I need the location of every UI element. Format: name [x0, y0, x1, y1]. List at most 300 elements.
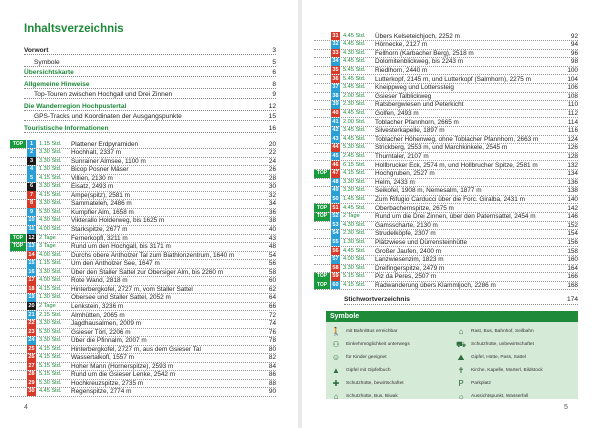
- tour-name: Gamsscharte, 2130 m: [375, 221, 438, 229]
- tour-duration: 1.15 Std.: [39, 260, 62, 267]
- top-tour-badge: [314, 32, 330, 40]
- top-tour-badge: [314, 127, 330, 135]
- top-tour-badge: [10, 208, 26, 216]
- tour-page: 156: [567, 238, 578, 246]
- tour-name: Um den Antholzer See, 1647 m: [71, 260, 160, 268]
- toc-section-page: 16: [268, 125, 276, 132]
- symbol-label: Schutzhütte, unbewirtschaftet: [471, 342, 534, 347]
- viewpoint-icon: ☼: [457, 392, 465, 401]
- top-tour-badge: [10, 226, 26, 234]
- tour-duration: 4.15 Std.: [39, 191, 62, 198]
- page-number-left: 4: [24, 404, 28, 411]
- tour-page: 82: [268, 354, 276, 362]
- top-tour-badge: [10, 388, 26, 396]
- index-entry[interactable]: [344, 296, 578, 305]
- symbol-entry: [455, 351, 574, 364]
- symbol-entry: [330, 364, 449, 377]
- tour-number: 10: [28, 217, 35, 224]
- tour-number: 17: [28, 277, 35, 284]
- symbol-entry: [455, 377, 574, 390]
- tour-duration: 2.45 Std.: [343, 152, 366, 159]
- toc-section-label: Allgemeine Hinweise: [24, 81, 90, 88]
- top-tour-badge: [314, 264, 330, 272]
- tour-page: 96: [570, 49, 578, 57]
- top-tour-badge: [314, 109, 330, 117]
- tour-page: 100: [567, 66, 578, 74]
- tour-number: 41: [332, 118, 339, 125]
- tour-duration: 2 Tage: [39, 302, 56, 309]
- tour-number: 44: [332, 144, 339, 151]
- toc-section[interactable]: [24, 90, 276, 99]
- top-tour-badge: [10, 191, 26, 199]
- top-tour-badge: [10, 285, 26, 293]
- tour-number: 5: [27, 174, 36, 182]
- top-tour-badge: [314, 238, 330, 246]
- toc-section-page: 5: [272, 59, 276, 66]
- top-tour-badge: [10, 337, 26, 345]
- tour-page: 152: [567, 221, 578, 229]
- tour-page: 36: [268, 208, 276, 216]
- tour-name: Starkspitze, 2677 m: [71, 226, 128, 233]
- tour-number: 58: [332, 264, 339, 271]
- tour-number: 50: [332, 195, 339, 202]
- toc-section-page: 12: [268, 103, 276, 110]
- tour-name: Regenspitze, 2774 m: [71, 388, 132, 396]
- symbol-label: Aussichtspunkt, Wasserfall: [471, 394, 529, 399]
- tour-page: 88: [268, 379, 276, 387]
- toc-section-page: 15: [268, 113, 276, 120]
- top-tour-badge: [10, 362, 26, 370]
- toc-section[interactable]: [24, 102, 276, 111]
- top-tour-badge: [10, 174, 26, 182]
- tour-duration: 4.45 Std.: [39, 388, 62, 395]
- toc-section-page: 8: [272, 81, 276, 88]
- tour-duration: 2 Tage: [343, 213, 360, 220]
- tour-duration: 4.45 Std.: [343, 204, 366, 211]
- top-tour-badge: [10, 320, 26, 328]
- tour-duration: 4.15 Std.: [39, 285, 62, 292]
- symbol-label: Schutzhütte, Bus, Biwak: [346, 394, 398, 399]
- tour-duration: 5.30 Std.: [343, 144, 366, 151]
- tour-number: 38: [332, 92, 339, 99]
- tour-name: Zum Rifugio Carducci über die Forc. Giralba, 2431 m: [375, 195, 525, 203]
- tour-name: Golfen, 2493 m: [375, 109, 419, 117]
- tour-name: Hinterbergkofel, 2727 m, vom Staller Sattel: [71, 285, 193, 293]
- tour-number: 28: [28, 371, 35, 378]
- tour-name: Strickberg, 2553 m, und Marchkinkele, 2545 m: [375, 144, 508, 152]
- tour-number: 45: [332, 152, 339, 159]
- tour-duration: 4.15 Std.: [343, 281, 366, 288]
- tour-name: Durchs obere Antholzer Tal zum Biathlonzentrum, 1640 m: [71, 251, 235, 259]
- tour-page: 128: [567, 152, 578, 160]
- tour-number: 60: [332, 281, 339, 288]
- symbol-label: für Kinder geeignet: [346, 355, 387, 360]
- tour-name: Obersee und Staller Sattel, 2052 m: [71, 294, 171, 302]
- tour-number: 59: [332, 273, 339, 280]
- tour-page: 40: [268, 226, 276, 233]
- tour-page: 90: [268, 388, 276, 396]
- tour-page: 126: [567, 144, 578, 152]
- tour-name: Hörnecke, 2127 m: [375, 41, 428, 49]
- page-number-right: 5: [564, 404, 568, 411]
- top-tour-badge: [314, 84, 330, 92]
- tour-number: 42: [332, 127, 339, 134]
- tour-duration: 2.15 Std.: [39, 311, 62, 318]
- tour-page: 132: [567, 161, 578, 169]
- tour-page: 146: [567, 213, 578, 221]
- tour-number: 40: [332, 109, 339, 116]
- tour-number: 3: [27, 157, 36, 165]
- tour-duration: 4.45 Std.: [343, 32, 366, 39]
- toc-section[interactable]: [24, 46, 276, 55]
- symbols-title: Symbole: [326, 311, 578, 322]
- tour-name: Dreifingerspitze, 2479 m: [375, 264, 445, 272]
- family-icon: ⚇: [332, 340, 340, 349]
- tour-name: Radwanderung übers Klammljoch, 2286 m: [375, 281, 496, 289]
- tour-page: 26: [268, 166, 276, 174]
- tour-number: 13: [28, 243, 35, 250]
- top-tour-badge: [10, 200, 26, 208]
- tour-number: 23: [28, 328, 35, 335]
- tour-page: 58: [268, 268, 276, 276]
- tour-page: 38: [268, 217, 276, 225]
- tour-number: 36: [332, 75, 339, 82]
- top-tour-badge: [10, 260, 26, 268]
- tour-page: 140: [567, 195, 578, 203]
- tour-number: 33: [332, 49, 339, 56]
- tour-name: Fernerkopfl, 3211 m: [71, 234, 128, 242]
- top-tour-badge: [314, 135, 330, 143]
- tour-number: 29: [28, 379, 35, 386]
- tour-page: 86: [268, 371, 276, 379]
- symbol-label: Rast, Bus, Bahnhof, Seilbahn: [471, 329, 534, 334]
- top-tour-badge: [314, 247, 330, 255]
- tour-number: 57: [332, 256, 339, 263]
- tour-name: Lenkstein, 3236 m: [71, 302, 124, 310]
- tour-page: 154: [567, 230, 578, 238]
- tour-number: 49: [332, 187, 339, 194]
- tour-duration: 1.15 Std.: [39, 140, 62, 147]
- tour-page: 22: [268, 149, 276, 157]
- top-tour-badge: [314, 230, 330, 238]
- tour-page: 62: [268, 285, 276, 293]
- chapel-icon: ✝: [457, 366, 465, 375]
- tour-name: Übers Kelseteichjoch, 2252 m: [375, 32, 460, 40]
- tour-duration: 3.30 Std.: [39, 149, 62, 156]
- tour-number: 14: [28, 251, 35, 258]
- symbol-entry: [330, 390, 449, 403]
- tour-duration: 1.30 Std.: [39, 294, 62, 301]
- tour-name: Über die Pfinnalm, 2007 m: [71, 337, 147, 345]
- car-icon: ⛟: [455, 339, 467, 349]
- tour-name: Hochgruben, 2527 m: [375, 170, 435, 178]
- toc-section-label: Top-Touren zwischen Hochgall und Drei Zinnen: [34, 91, 173, 98]
- top-tour-badge: [314, 144, 330, 152]
- top-tour-badge: [314, 92, 330, 100]
- tour-duration: 4.45 Std.: [343, 58, 366, 65]
- top-tour-badge: [314, 178, 330, 186]
- tour-page: 110: [567, 101, 578, 109]
- tour-page: 66: [268, 302, 276, 310]
- top-tour-badge: [10, 379, 26, 387]
- tour-name: Gsieser Talblickweg: [375, 92, 432, 100]
- tour-duration: 4.15 Std.: [39, 174, 62, 181]
- tour-duration: 2.00 Std.: [343, 118, 366, 125]
- tour-duration: 5.30 Std.: [39, 328, 62, 335]
- toc-section-label: Die Wanderregion Hochpustertal: [24, 103, 127, 110]
- index-label: Stichwortverzeichnis: [344, 296, 410, 303]
- top-tour-badge: [10, 149, 26, 157]
- tour-name: Dolomitenblickweg, bis 2243 m: [375, 58, 464, 66]
- tour-number: 22: [28, 320, 35, 327]
- tour-page: 34: [268, 200, 276, 208]
- tour-duration: 4.15 Std.: [39, 345, 62, 352]
- tour-row[interactable]: [314, 281, 578, 290]
- tour-name: Rote Wand, 2818 m: [71, 277, 128, 285]
- tour-duration: 3.45 Std.: [343, 127, 366, 134]
- top-tour-badge: [10, 345, 26, 353]
- tour-number: 25: [28, 345, 35, 352]
- tour-page: 32: [268, 191, 276, 199]
- tour-number: 55: [332, 238, 339, 245]
- toc-section-page: 9: [272, 91, 276, 98]
- tour-page: 106: [567, 84, 578, 92]
- tour-duration: 4.00 Std.: [343, 256, 366, 263]
- symbol-label: Schutzhütte, bewirtschaftet: [346, 381, 404, 386]
- toc-section[interactable]: [24, 124, 276, 133]
- tour-name: Lanzwiesenzim, 1823 m: [375, 256, 444, 264]
- tour-number: 53: [332, 221, 339, 228]
- symbol-label: Parkplatz: [471, 381, 491, 386]
- parking-icon: P: [458, 379, 464, 388]
- tour-page: 94: [570, 41, 578, 49]
- tour-name: Hochhalt, 2337 m: [71, 149, 122, 157]
- tour-page: 64: [268, 294, 276, 302]
- tour-name: Piz da Peres, 2507 m: [375, 273, 437, 281]
- tour-duration: 3.30 Std.: [39, 183, 62, 190]
- tour-duration: 1.45 Std.: [343, 195, 366, 202]
- tour-row[interactable]: [10, 388, 276, 397]
- tour-duration: 4.00 Std.: [39, 277, 62, 284]
- top-tour-badge: [314, 161, 330, 169]
- top-tour-badge: TOP: [10, 243, 26, 251]
- tour-name: Jagdhausalmen, 2009 m: [71, 320, 141, 328]
- tour-number: 32: [332, 41, 339, 48]
- tour-number: 24: [28, 337, 35, 344]
- tour-number: 4: [27, 166, 36, 174]
- top-tour-badge: [314, 41, 330, 49]
- tour-page: 124: [567, 135, 578, 143]
- symbol-entry: [455, 325, 574, 338]
- tour-duration: 3.45 Std.: [343, 84, 366, 91]
- tour-duration: 5.45 Std.: [343, 75, 366, 82]
- tour-page: 112: [567, 109, 578, 117]
- tour-duration: 3.30 Std.: [39, 268, 62, 275]
- tour-name: Sammateleh, 2486 m: [71, 200, 132, 208]
- tour-duration: 4.45 Std.: [343, 109, 366, 116]
- tour-number: 7: [27, 191, 36, 199]
- tour-page: 43: [268, 234, 276, 242]
- tour-duration: 4.45 Std.: [343, 41, 366, 48]
- toc-section[interactable]: [24, 80, 276, 89]
- tour-number: 1: [27, 140, 36, 148]
- tour-number: 19: [28, 294, 35, 301]
- tour-number: 15: [28, 260, 35, 267]
- symbol-entry: [455, 364, 574, 377]
- tour-page: 78: [268, 337, 276, 345]
- tour-duration: 5.30 Std.: [39, 379, 62, 386]
- tour-duration: 3.30 Std.: [39, 157, 62, 164]
- tour-name: Plattener Erdpyramiden: [71, 140, 139, 148]
- symbols-legend: [326, 311, 578, 399]
- toc-section-page: 3: [272, 47, 276, 54]
- top-tour-badge: [314, 58, 330, 66]
- tour-page: 158: [567, 247, 578, 255]
- tour-number: 34: [332, 58, 339, 65]
- tour-name: Silvesterkapelle, 1897 m: [375, 127, 445, 135]
- top-tour-badge: TOP: [314, 204, 330, 212]
- tour-duration: 4.30 Std.: [343, 221, 366, 228]
- tour-name: Rund um die Drei Zinnen, über den Paternsattel, 2454 m: [375, 213, 536, 221]
- tour-page: 92: [570, 32, 578, 40]
- hut-icon: ⌂: [458, 327, 464, 336]
- tour-number: 51: [332, 204, 339, 211]
- tour-page: 74: [268, 320, 276, 328]
- toc-section[interactable]: [24, 58, 276, 67]
- top-tour-badge: TOP: [314, 170, 330, 178]
- tour-duration: 5.15 Std.: [39, 371, 62, 378]
- symbol-label: Gipfel mit Gipfelbuch: [346, 368, 391, 373]
- top-tour-badge: TOP: [314, 213, 330, 221]
- tour-page: 84: [268, 362, 276, 370]
- tour-page: 160: [567, 256, 578, 264]
- symbol-entry: [330, 325, 449, 338]
- tour-duration: 6.15 Std.: [343, 161, 366, 168]
- tour-name: Gsieser Törl, 2206 m: [71, 328, 131, 336]
- child-icon: ☺: [331, 353, 341, 362]
- tour-number: 39: [332, 101, 339, 108]
- tour-number: 16: [28, 268, 35, 275]
- tour-number: 6: [27, 183, 36, 191]
- toc-section[interactable]: [24, 68, 276, 77]
- tour-name: Hollbrucker Eck, 2574 m, und Hollbrucher Spitze, 2581 m: [375, 161, 538, 169]
- tour-number: 20: [28, 302, 35, 309]
- tour-duration: 5.15 Std.: [39, 362, 62, 369]
- tour-number: 54: [332, 230, 339, 237]
- tour-page: 108: [567, 92, 578, 100]
- tour-page: 166: [567, 273, 578, 281]
- tour-page: 104: [567, 75, 578, 83]
- top-tour-badge: [10, 268, 26, 276]
- tour-page: 48: [268, 243, 276, 251]
- toc-section-label: Symbole: [34, 59, 60, 66]
- tour-name: Villien, 2130 m: [71, 174, 113, 182]
- tour-name: Über den Staller Sattel zur Obersiger Alm, bis 2260 m: [71, 268, 224, 276]
- tour-number: 52: [332, 213, 339, 220]
- tour-number: 2: [27, 149, 36, 157]
- tour-number: 35: [332, 66, 339, 73]
- tour-name: Oberbachernspitze, 2675 m: [375, 204, 454, 212]
- tour-name: Wassertalkofl, 1557 m: [71, 354, 134, 362]
- tour-name: Rund um den Hochgall, bis 3171 m: [71, 243, 171, 251]
- top-tour-badge: [10, 371, 26, 379]
- top-tour-badge: TOP: [314, 281, 330, 289]
- tour-duration: 3.30 Std.: [39, 337, 62, 344]
- tour-name: Hoher Mann (Hornerspitze), 2593 m: [71, 362, 174, 370]
- tour-name: Helm, 2433 m: [375, 178, 415, 186]
- tour-name: Sunrainer Almsee, 1100 m: [71, 157, 146, 165]
- tour-page: 142: [567, 204, 578, 212]
- tour-page: 30: [268, 183, 276, 191]
- symbol-label: mit Bahn/Bus erreichbar: [346, 329, 398, 334]
- tour-duration: 4.00 Std.: [39, 251, 62, 258]
- tour-page: 138: [567, 187, 578, 195]
- top-tour-badge: [314, 152, 330, 160]
- symbol-label: Gipfel, Hütte, Pass, Sattel: [471, 355, 526, 360]
- tour-duration: 3.30 Std.: [343, 187, 366, 194]
- tour-duration: 5.15 Std.: [343, 273, 366, 280]
- top-tour-badge: [10, 217, 26, 225]
- tour-page: 56: [268, 260, 276, 268]
- tour-page: 98: [570, 58, 578, 66]
- pass-icon: ⛰: [457, 352, 465, 362]
- symbol-entry: [330, 338, 449, 351]
- top-tour-badge: [10, 302, 26, 310]
- tour-duration: 3.30 Std.: [343, 264, 366, 271]
- tour-page: 168: [567, 281, 578, 289]
- symbol-entry: [330, 377, 449, 390]
- tour-duration: 4.45 Std.: [343, 135, 366, 142]
- tour-number: 47: [332, 170, 339, 177]
- top-tour-badge: [10, 294, 26, 302]
- tour-number: 18: [28, 285, 35, 292]
- tour-name: Fellhorn (Karbacher Berg), 2518 m: [375, 49, 474, 57]
- tour-page: 54: [268, 251, 276, 259]
- tour-name: Lutterkopf, 2145 m, und Lutterkopf (Salmhorn), 2275 m: [375, 75, 531, 83]
- toc-section-label: Vorwort: [24, 47, 49, 54]
- tour-number: 9: [27, 208, 36, 216]
- tour-duration: 4.30 Std.: [343, 49, 366, 56]
- tour-duration: 4.30 Std.: [39, 217, 62, 224]
- tour-page: 28: [268, 174, 276, 182]
- tour-number: 43: [332, 135, 339, 142]
- top-tour-badge: TOP: [10, 140, 26, 148]
- right-page: [302, 0, 600, 428]
- top-tour-badge: [10, 183, 26, 191]
- tour-duration: 1.30 Std.: [39, 166, 62, 173]
- tour-name: Kumpfler Alm, 1658 m: [71, 208, 134, 216]
- tour-page: 164: [567, 264, 578, 272]
- toc-section[interactable]: [24, 112, 276, 121]
- toc-title: Inhaltsverzeichnis: [24, 23, 124, 35]
- tour-number: 27: [28, 362, 35, 369]
- top-tour-badge: [314, 256, 330, 264]
- tour-name: Vikterallo Holderweg, bis 1625 m: [71, 217, 165, 225]
- symbol-entry: [455, 338, 574, 351]
- tour-name: Ampe(spitz), 2581 m: [71, 191, 130, 199]
- tour-number: 31: [332, 32, 339, 39]
- top-tour-badge: [10, 311, 26, 319]
- tour-duration: 3.30 Std.: [39, 320, 62, 327]
- top-tour-badge: [314, 187, 330, 195]
- top-tour-badge: [314, 66, 330, 74]
- symbol-label: Einkehrmöglichkeit unterwegs: [346, 342, 410, 347]
- toc-section-label: GPS-Tracks und Koordinaten der Ausgangspunkte: [34, 113, 182, 120]
- tour-duration: 3.30 Std.: [39, 200, 62, 207]
- tour-duration: 3.30 Std.: [343, 178, 366, 185]
- symbol-entry: [330, 351, 449, 364]
- symbol-entry: [455, 390, 574, 403]
